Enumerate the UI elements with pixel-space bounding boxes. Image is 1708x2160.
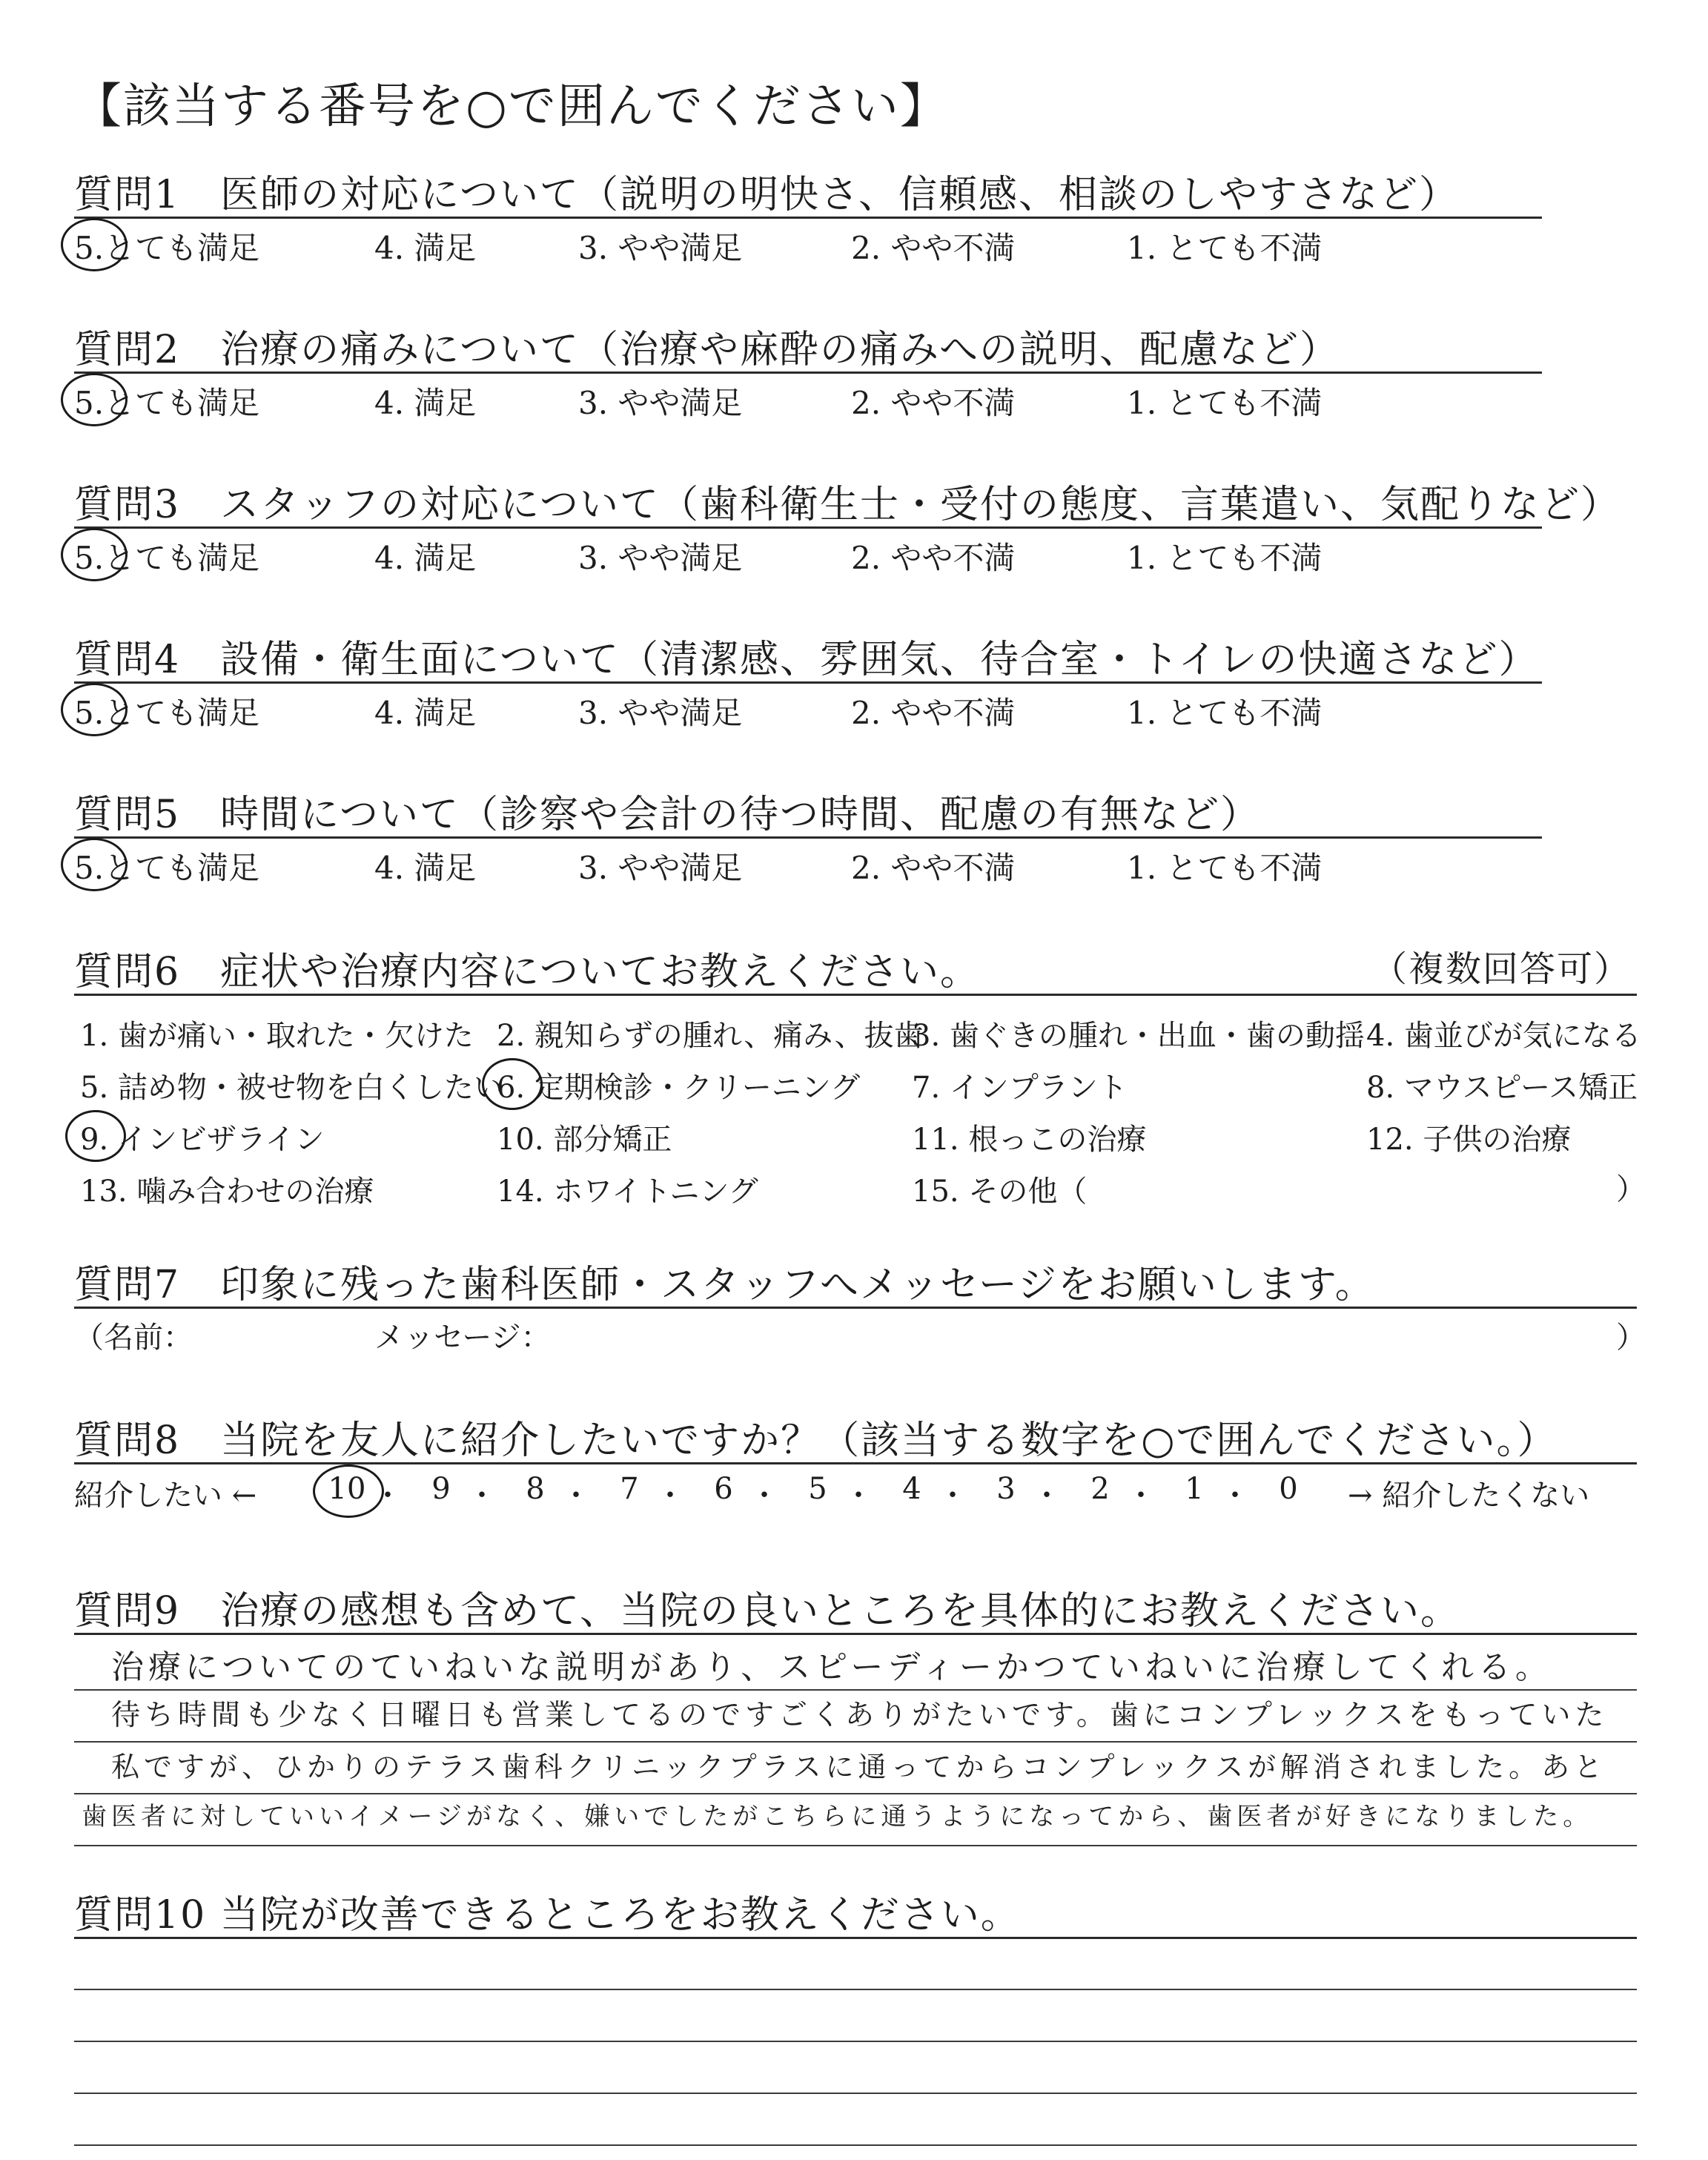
q5-option-1[interactable]: 1. とても不満 — [1127, 850, 1323, 886]
q10-answer-line — [74, 2041, 1637, 2042]
q1-option-4[interactable]: 4. 満足 — [374, 230, 477, 266]
q8-scale-1[interactable]: 1 — [1185, 1472, 1204, 1506]
q10-rule — [74, 1937, 1637, 1939]
q9-rule — [74, 1633, 1637, 1635]
q8-left-label: 紹介したい ← — [74, 1479, 257, 1513]
q1-option-2[interactable]: 2. やや不満 — [851, 230, 1016, 266]
q6-item-5[interactable]: 5. 詰め物・被せ物を白くしたい — [80, 1071, 503, 1105]
q3-option-4[interactable]: 4. 満足 — [374, 540, 477, 576]
q10-heading: 質問10 当院が改善できるところをお教えください。 — [74, 1893, 1021, 1938]
q8-heading: 質問8 当院を友人に紹介したいですか？（該当する数字を○で囲んでください。） — [74, 1418, 1558, 1463]
q8-scale-4[interactable]: 4 — [902, 1472, 921, 1506]
q4-option-3[interactable]: 3. やや満足 — [578, 695, 743, 731]
form-title: 【該当する番号を○で囲んでください】 — [74, 79, 949, 134]
q8-separator: ・ — [749, 1479, 779, 1513]
q8-separator: ・ — [655, 1479, 685, 1513]
q8-separator: ・ — [1032, 1479, 1062, 1513]
q4-rule — [74, 681, 1542, 684]
q3-rule — [74, 526, 1542, 529]
q2-option-2[interactable]: 2. やや不満 — [851, 385, 1016, 421]
q6-selection-circle-6 — [482, 1058, 543, 1110]
q8-rule — [74, 1462, 1637, 1464]
q3-option-5[interactable]: 5.とても満足 — [74, 540, 260, 576]
q5-heading: 質問5 時間について（診察や会計の待つ時間、配慮の有無など） — [74, 793, 1261, 837]
q2-option-5[interactable]: 5.とても満足 — [74, 385, 260, 421]
q4-option-4[interactable]: 4. 満足 — [374, 695, 477, 731]
q8-separator: ・ — [844, 1479, 873, 1513]
q3-option-1[interactable]: 1. とても不満 — [1127, 540, 1323, 576]
q3-option-3[interactable]: 3. やや満足 — [578, 540, 743, 576]
q6-rule — [74, 994, 1637, 996]
q9-heading: 質問9 治療の感想も含めて、当院の良いところを具体的にお教えください。 — [74, 1589, 1461, 1634]
q8-scale-5[interactable]: 5 — [808, 1472, 827, 1506]
q8-separator: ・ — [938, 1479, 967, 1513]
q1-option-5[interactable]: 5.とても満足 — [74, 230, 260, 266]
q6-selection-circle-9 — [65, 1110, 126, 1162]
q9-answer-line — [74, 1689, 1637, 1691]
q8-separator: ・ — [561, 1479, 591, 1513]
q9-answer-line — [74, 1741, 1637, 1743]
q7-message-label: メッセージ： — [374, 1321, 551, 1355]
q6-item-15[interactable]: 15. その他（ — [912, 1175, 1088, 1209]
q9-answer-text: 待ち時間も少なく日曜日も営業してるのですごくありがたいです。歯にコンプレックスをもっていた — [111, 1699, 1609, 1732]
q1-selection-circle — [61, 218, 128, 271]
q8-scale-9[interactable]: 9 — [431, 1472, 451, 1506]
q9-answer-text: 歯医者に対していいイメージがなく、嫌いでしたがこちらに通うようになってから、歯医者が好きになりました。 — [82, 1802, 1593, 1832]
q5-option-5[interactable]: 5.とても満足 — [74, 850, 260, 886]
q5-rule — [74, 836, 1542, 839]
q6-item-12[interactable]: 12. 子供の治療 — [1366, 1123, 1572, 1157]
q8-scale-0[interactable]: 0 — [1279, 1472, 1298, 1506]
q5-option-3[interactable]: 3. やや満足 — [578, 850, 743, 886]
q8-scale-3[interactable]: 3 — [996, 1472, 1016, 1506]
q3-option-2[interactable]: 2. やや不満 — [851, 540, 1016, 576]
q7-close: ） — [1616, 1321, 1646, 1355]
q2-option-1[interactable]: 1. とても不満 — [1127, 385, 1323, 421]
q2-selection-circle — [61, 373, 128, 426]
q6-item-14[interactable]: 14. ホワイトニング — [497, 1175, 758, 1209]
q8-separator: ・ — [467, 1479, 497, 1513]
q6-heading: 質問6 症状や治療内容についてお教えください。 — [74, 950, 981, 994]
q8-scale-10[interactable]: 10 — [328, 1472, 366, 1506]
q6-item-4[interactable]: 4. 歯並びが気になる — [1366, 1019, 1641, 1053]
q2-option-4[interactable]: 4. 満足 — [374, 385, 477, 421]
q8-separator: ・ — [373, 1479, 403, 1513]
q9-answer-line — [74, 1793, 1637, 1794]
q6-other-close: ） — [1616, 1172, 1646, 1206]
q4-option-2[interactable]: 2. やや不満 — [851, 695, 1016, 731]
q2-rule — [74, 371, 1542, 374]
q2-option-3[interactable]: 3. やや満足 — [578, 385, 743, 421]
q8-scale-2[interactable]: 2 — [1090, 1472, 1110, 1506]
q6-item-8[interactable]: 8. マウスピース矯正 — [1366, 1071, 1638, 1105]
q6-item-10[interactable]: 10. 部分矯正 — [497, 1123, 672, 1157]
q7-heading: 質問7 印象に残った歯科医師・スタッフへメッセージをお願いします。 — [74, 1263, 1375, 1307]
q10-answer-line — [74, 1989, 1637, 1990]
q6-item-9[interactable]: 9. インビザライン — [80, 1123, 325, 1157]
q1-heading: 質問1 医師の対応について（説明の明快さ、信頼感、相談のしやすさなど） — [74, 173, 1459, 217]
q6-item-6[interactable]: 6. 定期検診・クリーニング — [497, 1071, 861, 1105]
q10-answer-line — [74, 2093, 1637, 2094]
q1-option-1[interactable]: 1. とても不満 — [1127, 230, 1323, 266]
q6-item-1[interactable]: 1. 歯が痛い・取れた・欠けた — [80, 1019, 474, 1053]
q5-option-4[interactable]: 4. 満足 — [374, 850, 477, 886]
q8-separator: ・ — [1220, 1479, 1250, 1513]
q9-answer-text: 治療についてのていねいな説明があり、スピーディーかつていねいに治療してくれる。 — [111, 1648, 1552, 1686]
q8-scale-7[interactable]: 7 — [620, 1472, 639, 1506]
q9-answer-line — [74, 1845, 1637, 1846]
q3-selection-circle — [61, 528, 128, 581]
q7-name-label: （名前： — [74, 1321, 193, 1355]
q6-note: （複数回答可） — [1371, 948, 1632, 990]
q10-answer-line — [74, 2144, 1637, 2146]
q1-option-3[interactable]: 3. やや満足 — [578, 230, 743, 266]
q4-option-5[interactable]: 5.とても満足 — [74, 695, 260, 731]
q4-option-1[interactable]: 1. とても不満 — [1127, 695, 1323, 731]
q8-scale-8[interactable]: 8 — [526, 1472, 545, 1506]
q6-item-2[interactable]: 2. 親知らずの腫れ、痛み、抜歯 — [497, 1019, 924, 1053]
q6-item-3[interactable]: 3. 歯ぐきの腫れ・出血・歯の動揺 — [912, 1019, 1365, 1053]
q4-heading: 質問4 設備・衛生面について（清潔感、雰囲気、待合室・トイレの快適さなど） — [74, 638, 1539, 682]
q6-item-11[interactable]: 11. 根っこの治療 — [912, 1123, 1147, 1157]
q8-separator: ・ — [1126, 1479, 1156, 1513]
q1-rule — [74, 217, 1542, 219]
q3-heading: 質問3 スタッフの対応について（歯科衛生士・受付の態度、言葉遣い、気配りなど） — [74, 483, 1621, 527]
q5-selection-circle — [61, 838, 128, 891]
q9-answer-text: 私ですが、ひかりのテラス歯科クリニックプラスに通ってからコンプレックスが解消されました。あと — [111, 1751, 1607, 1783]
q6-item-13[interactable]: 13. 噛み合わせの治療 — [80, 1175, 374, 1209]
q4-selection-circle — [61, 683, 128, 736]
q8-right-label: → 紹介したくない — [1348, 1479, 1590, 1513]
q5-option-2[interactable]: 2. やや不満 — [851, 850, 1016, 886]
q2-heading: 質問2 治療の痛みについて（治療や麻酔の痛みへの説明、配慮など） — [74, 328, 1340, 372]
q6-item-7[interactable]: 7. インプラント — [912, 1071, 1128, 1105]
q7-rule — [74, 1307, 1637, 1309]
q8-scale-6[interactable]: 6 — [714, 1472, 733, 1506]
q8-selection-circle — [313, 1464, 384, 1518]
